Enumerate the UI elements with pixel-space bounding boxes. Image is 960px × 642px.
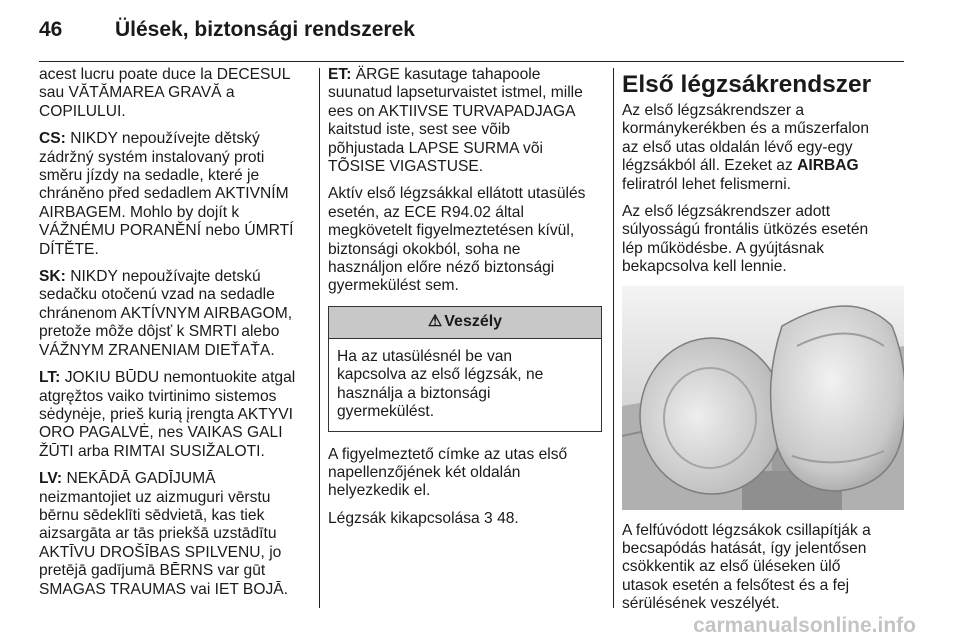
xref-arrow-icon: 3 [484, 509, 493, 527]
text-line: acest lucru poate duce la DECESUL [39, 66, 291, 83]
lang-label: CS: [39, 130, 66, 148]
text-line: aizsargāta ar tās priekšā uzstādītu [39, 525, 277, 543]
text-line: SMAGAS TRAUMAS vai IET BOJĀ. [39, 580, 288, 598]
text-line: esetén, az ECE R94.02 által [328, 203, 524, 221]
text-line: NEKĀDĀ GADĪJUMĀ [66, 470, 216, 488]
text-line: súlyosságú frontális ütközés esetén [622, 221, 869, 239]
text-line: směru jízdy na sedadle, které je [39, 167, 260, 185]
text-line: JOKIU BŪDU nemontuokite atgal [64, 369, 296, 387]
text-line: ees on AKTIIVSE TURVAPADJAGA [328, 102, 576, 120]
column-1 [39, 66, 307, 608]
text-line: légzsákból áll. Ezeket az [622, 157, 793, 175]
text-line: gyermekülést. [337, 403, 435, 421]
text-line: Az első légzsákrendszer a [622, 102, 805, 119]
warning-header [329, 307, 601, 339]
text-line: csökkentik az első üléseken ülő [622, 558, 841, 576]
paragraph-lv [39, 470, 307, 599]
text-line: põhjustada LAPSE SURMA või [328, 139, 543, 157]
paragraph-et [328, 66, 604, 176]
text-line: NIKDY nepoužívajte detskú [70, 268, 261, 286]
paragraph-system-description [622, 102, 906, 194]
text-line: sėdynėje, prieš kurią įrengta AKTYVI [39, 405, 293, 423]
lang-label: ET: [328, 66, 352, 83]
text-line: atgręžtos vaiko tvirtinimo sistemos [39, 387, 277, 405]
column-3 [622, 66, 906, 623]
warning-body [329, 339, 601, 431]
airbag-illustration-svg [622, 286, 904, 510]
text-line: sau VĂTĂMAREA GRAVĂ a [39, 84, 235, 102]
header-rule [39, 61, 904, 62]
text-line: kapcsolva az első légzsák, ne [337, 366, 544, 384]
xref-text[interactable]: Légzsák kikapcsolása [328, 509, 480, 527]
text-line: becsapódás hatását, így jelentősen [622, 540, 867, 558]
text-line: VÁŽNÉMU PORANĚNÍ nebo ÚMRTÍ [39, 222, 294, 240]
text-line: pretējā gadījumā BĒRNS var gūt [39, 562, 266, 580]
text-line: kormánykerékben és a műszerfalon [622, 120, 870, 138]
text-line: A felfúvódott légzsákok csillapítják a [622, 521, 871, 539]
text-line: chráněno před sedadlem AKTIVNÍM [39, 185, 289, 203]
paragraph-lt [39, 369, 307, 461]
text-line: feliratról lehet felismerni. [622, 175, 791, 193]
text-line: DÍTĚTE. [39, 240, 99, 258]
text-line: lép működésbe. A gyújtásnak [622, 239, 824, 257]
lang-label: SK: [39, 268, 66, 286]
paragraph-hu-front-facing [328, 185, 604, 295]
text-line: helyezkedik el. [328, 482, 431, 500]
paragraph-sk [39, 268, 307, 360]
text-line: pretože môže dôjsť k SMRTI alebo [39, 323, 280, 341]
paragraph-label-location [328, 446, 604, 501]
text-line: neizmantojiet uz aizmuguri vērstu [39, 488, 271, 506]
column-divider [319, 68, 320, 608]
text-line: ŽŪTI arba RIMTAI SUSIŽALOTI. [39, 442, 265, 460]
column-divider [613, 68, 614, 608]
section-heading: Első légzsákrendszer [622, 71, 872, 98]
paragraph-cs [39, 130, 307, 259]
text-line: Az első légzsákrendszer adott [622, 203, 831, 221]
text-line: használjon előre néző biztonsági [328, 259, 555, 277]
text-line: zádržný systém instalovaný proti [39, 148, 265, 166]
text-line: biztonsági okokból, soha ne [328, 240, 521, 258]
danger-warning-box [328, 306, 602, 432]
text-line: bekapcsolva kell lennie. [622, 258, 787, 276]
text-line: AKTĪVU DROŠĪBAS SPILVENU, jo [39, 543, 282, 561]
text-line: utasok esetén a felsőtest és a fej [622, 576, 850, 594]
text-line: VÁŽNYM ZRANENIAM DIEŤAŤA. [39, 341, 275, 359]
warning-title: Veszély [444, 313, 503, 331]
text-line: sedačku otočenú vzad na sedadle [39, 286, 275, 304]
text-line: napellenzőjének két oldalán [328, 463, 521, 481]
watermark: carmanualsonline.info [693, 614, 916, 637]
text-line: ORO PAGALVĖ, nes VAIKAS GALI [39, 424, 283, 442]
lang-label: LV: [39, 470, 63, 488]
text-line: bērnu sēdeklīti sēdvietā, kas tiek [39, 506, 265, 524]
paragraph-effect [622, 522, 906, 614]
xref-page[interactable]: 48. [497, 509, 519, 527]
airbag-deployed-illustration [622, 286, 904, 510]
page-number: 46 [39, 18, 63, 41]
text-line: az első utas oldalán lévő egy-egy [622, 138, 853, 156]
text-line: COPILULUI. [39, 102, 126, 120]
text-line: Aktív első légzsákkal ellátott utasülés [328, 185, 586, 203]
text-line: TÕSISE VIGASTUSE. [328, 158, 484, 176]
text-line: A figyelmeztető címke az utas első [328, 445, 568, 463]
text-line: suunatud lapseturvaistet istmel, mille [328, 84, 583, 102]
page-title: Ülések, biztonsági rendszerek [115, 18, 415, 41]
airbag-label: AIRBAG [797, 157, 859, 175]
text-line: ÄRGE kasutage tahapoole [355, 66, 541, 83]
warning-triangle-icon: ⚠ [427, 313, 443, 331]
text-line: AIRBAGEM. Mohlo by dojít k [39, 203, 240, 221]
text-line: NIKDY nepoužívejte dětský [70, 130, 260, 148]
text-line: kaitstud iste, sest see võib [328, 121, 511, 139]
text-line: használja a biztonsági [337, 384, 491, 402]
text-line: chránenom AKTÍVNYM AIRBAGOM, [39, 304, 293, 322]
text-line: megkövetelt figyelmeztetésen kívül, [328, 222, 575, 240]
paragraph-activation [622, 203, 906, 277]
column-2 [328, 66, 604, 537]
lang-label: LT: [39, 369, 61, 387]
text-line: gyermekülést sem. [328, 277, 459, 295]
paragraph-ro [39, 66, 307, 121]
cross-reference[interactable] [328, 510, 604, 528]
text-line: sérülésének veszélyét. [622, 595, 780, 613]
text-line: Ha az utasülésnél be van [337, 347, 513, 365]
